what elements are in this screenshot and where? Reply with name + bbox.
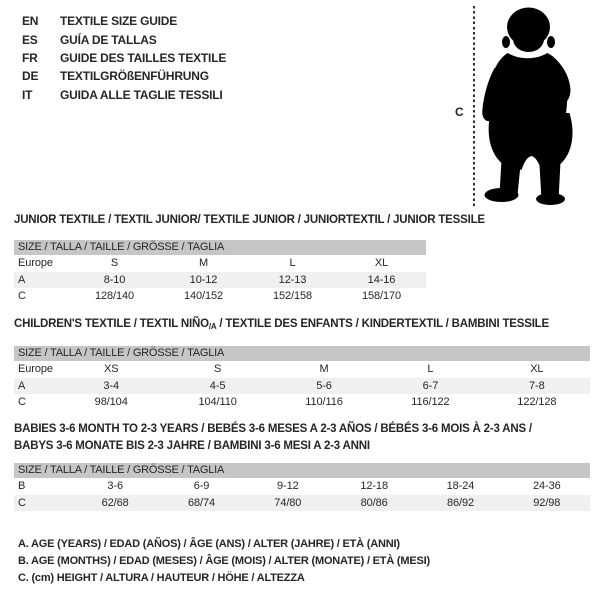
table-cell: 98/104: [94, 396, 128, 409]
table-cell: L: [427, 363, 434, 376]
table-row: [14, 361, 590, 378]
table-cell: 68/74: [187, 496, 215, 509]
table-row: [14, 478, 590, 495]
table-row: [14, 378, 590, 395]
table-row: [14, 255, 426, 272]
children-title-subscript: /A: [208, 322, 217, 331]
table-cell: 7-8: [529, 379, 545, 392]
babies-title-line1: BABIES 3-6 MONTH TO 2-3 YEARS / BEBÉS 3-6 MESES A 2-3 AÑOS / BÉBÉS 3-6 MOIS À 2-3 ANS /: [14, 423, 532, 435]
row-label: A: [18, 273, 26, 286]
table-cell: 9-12: [277, 480, 299, 493]
table-cell: 86/92: [446, 496, 474, 509]
table-cell: 3-4: [103, 379, 119, 392]
size-header-bar: SIZE / TALLA / TAILLE / GRÖSSE / TAGLIA: [14, 240, 426, 255]
footnote-a: A. AGE (YEARS) / EDAD (AÑOS) / ÂGE (ANS) / ALTER (JAHRE) / ETÀ (ANNI): [18, 538, 400, 550]
size-header-bar: SIZE / TALLA / TAILLE / GRÖSSE / TAGLIA: [14, 346, 590, 361]
table-row: [14, 394, 590, 411]
table-cell: 92/98: [533, 496, 561, 509]
table-cell: S: [110, 257, 119, 270]
table-cell: 152/158: [272, 290, 313, 303]
table-cell: 24-36: [532, 480, 561, 493]
table-cell: 158/170: [361, 290, 402, 303]
table-cell: 116/122: [411, 396, 450, 409]
table-cell: S: [213, 363, 222, 376]
table-cell: 6-9: [193, 480, 210, 493]
babies-title-line2: BABYS 3-6 MONATE BIS 2-3 JAHRE / BAMBINI 3-6 MESI A 2-3 ANNI: [14, 440, 370, 452]
row-label: Europe: [18, 257, 53, 270]
language-code: FR: [22, 50, 38, 65]
language-label: GUIDA ALLE TAGLIE TESSILI: [60, 87, 223, 102]
table-cell: 6-7: [422, 379, 439, 392]
junior-section-title: JUNIOR TEXTILE / TEXTIL JUNIOR/ TEXTILE JUNIOR / JUNIORTEXTIL / JUNIOR TESSILE: [14, 214, 485, 226]
language-code: IT: [22, 87, 33, 102]
footnote-c: C. (cm) HEIGHT / ALTURA / HAUTEUR / HÖHE / ALTEZZA: [18, 572, 305, 584]
table-cell: 80/86: [360, 496, 388, 509]
language-label: GUÍA DE TALLAS: [60, 32, 157, 47]
language-row: [22, 67, 226, 85]
children-title-text: CHILDREN'S TEXTILE / TEXTIL NIÑO: [14, 318, 209, 330]
children-title-text: / TEXTILE DES ENFANTS / KINDERTEXTIL / BAMBINI TESSILE: [216, 318, 549, 330]
footnote-b: B. AGE (MONTHS) / EDAD (MESES) / ÂGE (MOIS) / ALTER (MONATE) / ETÀ (MESI): [18, 555, 430, 567]
table-cell: XL: [530, 363, 544, 376]
table-cell: 62/68: [101, 496, 129, 509]
language-row: [22, 86, 226, 104]
row-label: B: [18, 480, 26, 493]
table-cell: XS: [103, 363, 119, 376]
table-row: [14, 272, 426, 289]
children-section-title: [14, 318, 549, 330]
language-row: [22, 30, 226, 48]
language-code: DE: [22, 69, 39, 84]
table-cell: 14-16: [367, 273, 396, 286]
table-cell: L: [289, 257, 296, 270]
table-row: [14, 288, 426, 305]
babies-section-title: [14, 421, 532, 455]
language-code: ES: [22, 32, 38, 47]
height-dashed-line: [473, 6, 475, 206]
table-cell: 104/110: [198, 396, 237, 409]
table-cell: M: [319, 363, 329, 376]
language-label: TEXTILGRÖßENFÜHRUNG: [60, 69, 209, 84]
language-row: [22, 49, 226, 67]
table-cell: 18-24: [446, 480, 475, 493]
table-cell: 5-6: [316, 379, 332, 392]
table-cell: 12-13: [278, 273, 307, 286]
row-label: C: [18, 396, 26, 409]
table-cell: XL: [374, 257, 389, 270]
junior-size-table: [14, 240, 426, 305]
table-cell: 8-10: [103, 273, 126, 286]
table-cell: 10-12: [189, 273, 218, 286]
table-cell: 4-5: [209, 379, 226, 392]
table-cell: 110/116: [305, 396, 343, 409]
table-row: [14, 495, 590, 512]
language-label: GUIDE DES TAILLES TEXTILE: [60, 50, 227, 65]
table-cell: 128/140: [94, 290, 135, 303]
size-header-bar: SIZE / TALLA / TAILLE / GRÖSSE / TAGLIA: [14, 463, 590, 478]
language-code: EN: [22, 14, 39, 29]
row-label: C: [18, 496, 26, 509]
table-cell: 3-6: [107, 480, 123, 493]
table-cell: 12-18: [360, 480, 388, 493]
table-cell: 74/80: [274, 496, 302, 509]
footnotes: [18, 536, 430, 587]
language-label: TEXTILE SIZE GUIDE: [60, 14, 178, 29]
height-measure-label: C: [455, 105, 464, 119]
language-header: [22, 12, 226, 104]
row-label: Europe: [18, 363, 53, 376]
babies-size-table: [14, 463, 590, 511]
table-cell: 140/152: [183, 290, 224, 303]
table-cell: 122/128: [517, 396, 557, 409]
children-size-table: [14, 346, 590, 411]
row-label: A: [18, 379, 26, 392]
language-row: [22, 12, 226, 30]
table-cell: M: [198, 257, 209, 270]
row-label: C: [18, 290, 26, 303]
toddler-silhouette-icon: [479, 3, 595, 205]
